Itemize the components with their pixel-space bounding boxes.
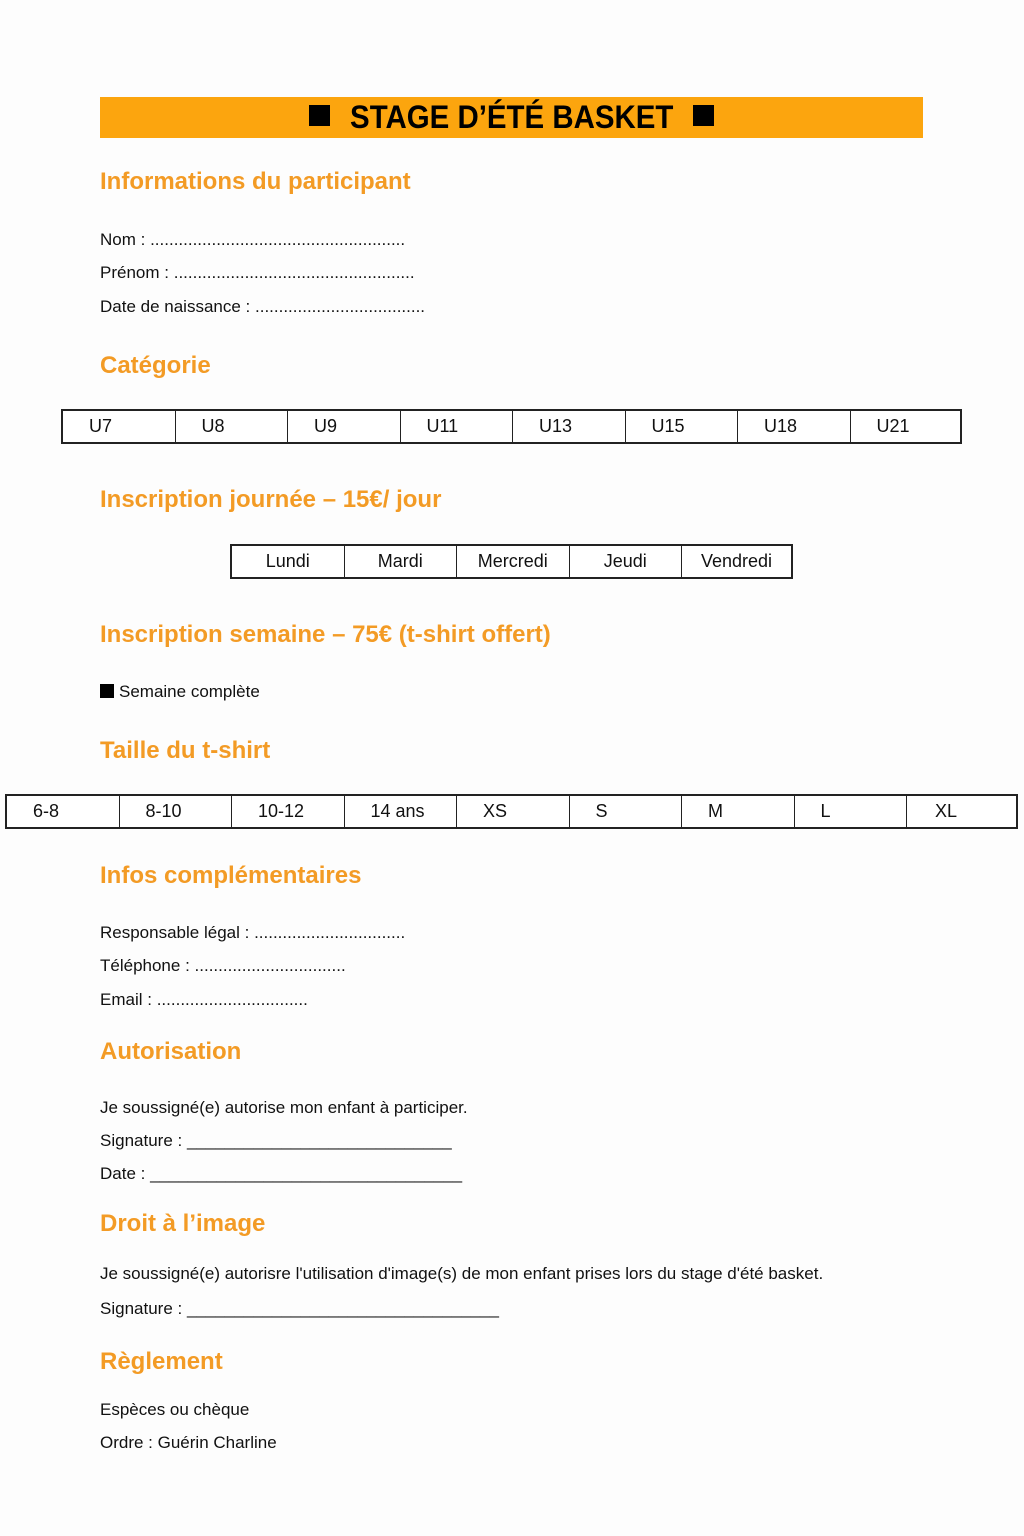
date-line[interactable]: _________________________________ xyxy=(150,1164,463,1183)
section-heading-week-registration: Inscription semaine – 75€ (t-shirt offert) xyxy=(100,621,551,648)
size-option-14-ans[interactable]: 14 ans xyxy=(345,796,458,827)
field-blank[interactable]: ...................................................... xyxy=(150,230,406,249)
size-option-l[interactable]: L xyxy=(795,796,908,827)
section-heading-category: Catégorie xyxy=(100,352,211,379)
section-heading-authorization: Autorisation xyxy=(100,1038,242,1065)
payment-methods: Espèces ou chèque xyxy=(100,1400,250,1419)
signature-line[interactable]: ____________________________ xyxy=(186,1131,452,1150)
field-email[interactable] xyxy=(100,990,308,1010)
field-blank[interactable]: ................................ xyxy=(156,990,308,1009)
day-option-lundi[interactable]: Lundi xyxy=(232,546,345,577)
field-date-naissance[interactable] xyxy=(100,297,425,317)
authorization-date-field[interactable] xyxy=(100,1164,462,1184)
signature-line[interactable]: _________________________________ xyxy=(186,1299,499,1318)
category-option-u11[interactable]: U11 xyxy=(401,411,514,442)
section-heading-participant: Informations du participant xyxy=(100,168,411,195)
field-prenom[interactable] xyxy=(100,263,415,283)
field-nom[interactable] xyxy=(100,230,405,250)
size-option-s[interactable]: S xyxy=(570,796,683,827)
field-responsable-legal[interactable] xyxy=(100,923,405,943)
field-label: Date : xyxy=(100,1164,146,1183)
section-heading-image-rights: Droit à l’image xyxy=(100,1210,266,1237)
category-option-u21[interactable]: U21 xyxy=(876,416,910,436)
size-option-m[interactable]: M xyxy=(682,796,795,827)
field-label: Prénom : xyxy=(100,263,169,282)
authorization-signature-field[interactable] xyxy=(100,1131,452,1151)
day-option-mercredi[interactable]: Mercredi xyxy=(457,546,570,577)
field-blank[interactable]: ................................................... xyxy=(173,263,415,282)
category-option-u7[interactable]: U7 xyxy=(63,411,176,442)
payment-order: Ordre : Guérin Charline xyxy=(100,1433,277,1452)
field-label: Signature : xyxy=(100,1131,183,1150)
section-heading-payment: Règlement xyxy=(100,1348,223,1375)
field-label: Signature : xyxy=(100,1299,183,1318)
size-option-10-12[interactable]: 10-12 xyxy=(232,796,345,827)
category-option-u18[interactable]: U18 xyxy=(738,411,851,442)
category-option-u8[interactable]: U8 xyxy=(176,411,289,442)
section-heading-day-registration: Inscription journée – 15€/ jour xyxy=(100,486,442,513)
day-option-mardi[interactable]: Mardi xyxy=(345,546,458,577)
field-blank[interactable]: ................................ xyxy=(254,923,406,942)
field-label: Nom : xyxy=(100,230,146,249)
category-grid xyxy=(61,409,962,444)
field-blank[interactable]: .................................... xyxy=(255,297,426,316)
week-option-label: Semaine complète xyxy=(119,682,260,701)
checkbox-square-icon[interactable] xyxy=(100,684,114,698)
image-rights-statement: Je soussigné(e) autorisre l'utilisation d'image(s) de mon enfant prises lors du stage d'été basket. xyxy=(100,1264,824,1283)
category-option-u13[interactable]: U13 xyxy=(513,411,626,442)
day-option-jeudi[interactable]: Jeudi xyxy=(570,546,683,577)
category-option-u15[interactable]: U15 xyxy=(626,411,739,442)
section-heading-extra-info: Infos complémentaires xyxy=(100,862,362,889)
field-label: Email : xyxy=(100,990,152,1009)
field-label: Téléphone : xyxy=(100,956,190,975)
size-option-xs[interactable]: XS xyxy=(457,796,570,827)
week-checkbox[interactable] xyxy=(100,682,260,702)
title-banner xyxy=(100,97,923,138)
size-option-xl[interactable]: XL xyxy=(935,801,958,821)
day-grid xyxy=(230,544,793,579)
field-label: Responsable légal : xyxy=(100,923,250,942)
field-telephone[interactable] xyxy=(100,956,346,976)
field-label: Date de naissance : xyxy=(100,297,251,316)
field-blank[interactable]: ................................ xyxy=(194,956,346,975)
authorization-statement: Je soussigné(e) autorise mon enfant à participer. xyxy=(100,1098,468,1117)
category-option-u9[interactable]: U9 xyxy=(288,411,401,442)
size-option-6-8[interactable]: 6-8 xyxy=(7,796,120,827)
section-heading-tshirt: Taille du t-shirt xyxy=(100,737,271,764)
square-bullet-icon xyxy=(693,105,714,126)
day-option-vendredi[interactable]: Vendredi xyxy=(700,551,773,571)
page-title: STAGE D’ÉTÉ BASKET xyxy=(349,99,674,135)
tshirt-size-grid xyxy=(5,794,1018,829)
size-option-8-10[interactable]: 8-10 xyxy=(120,796,233,827)
square-bullet-icon xyxy=(309,105,330,126)
image-rights-signature-field[interactable] xyxy=(100,1299,499,1319)
